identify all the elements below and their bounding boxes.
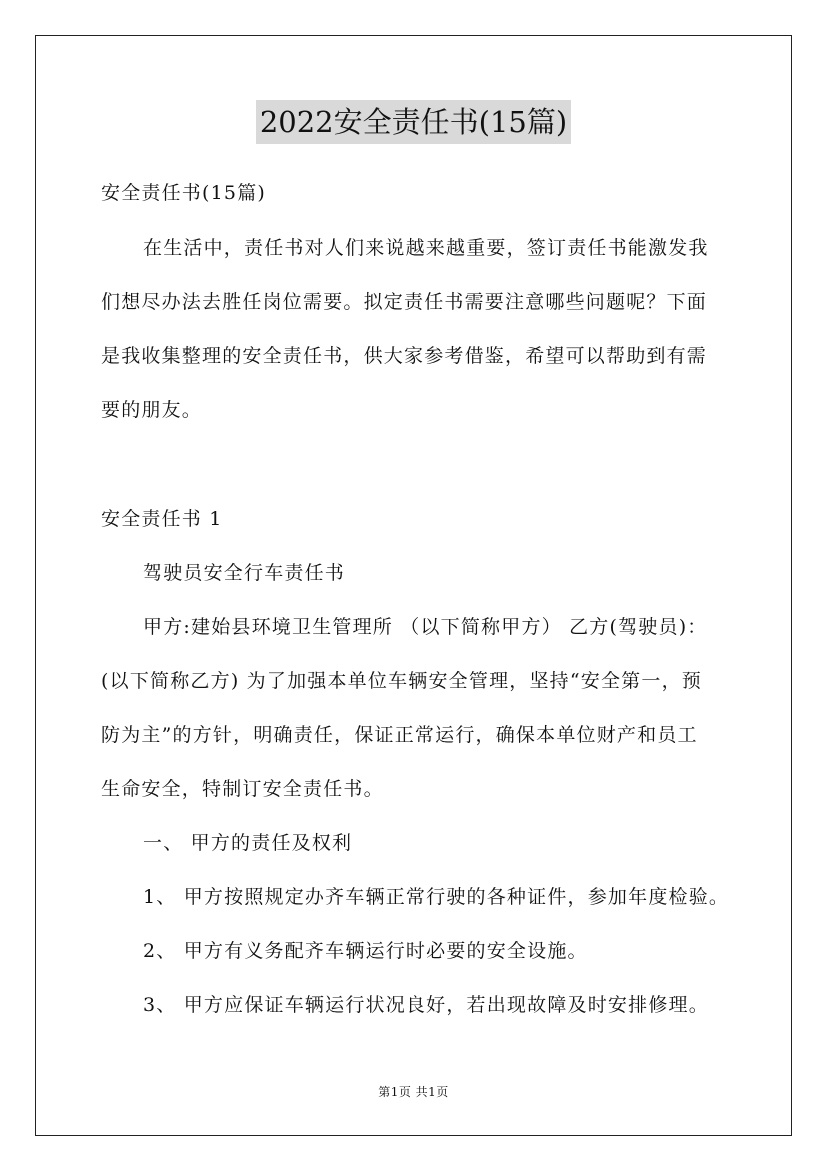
section-title: 驾驶员安全行车责任书 [143,562,346,584]
body-line: 甲方:建始县环境卫生管理所 （以下简称甲方） 乙方(驾驶员)： [143,616,708,638]
body-line: 生命安全，特制订安全责任书。 [101,778,384,800]
intro-line: 们想尽办法去胜任岗位需要。拟定责任书需要注意哪些问题呢？下面 [101,291,708,313]
clause-item: 2、 甲方有义务配齐车辆运行时必要的安全设施。 [143,940,588,962]
page-footer: 第1页 共1页 [378,1085,449,1099]
body-line: 防为主”的方针，明确责任，保证正常运行，确保本单位财产和员工 [101,724,698,746]
clause-heading: 一、 甲方的责任及权利 [143,832,353,854]
clause-item: 1、 甲方按照规定办齐车辆正常行驶的各种证件，参加年度检验。 [143,886,730,908]
intro-line: 要的朋友。 [101,399,203,421]
title-container [0,100,827,144]
document-subtitle: 安全责任书(15篇) [101,182,267,204]
clause-item: 3、 甲方应保证车辆运行状况良好，若出现故障及时安排修理。 [143,994,709,1016]
section-heading: 安全责任书 1 [101,508,223,530]
body-line: (以下简称乙方) 为了加强本单位车辆安全管理，坚持“安全第一，预 [101,670,702,692]
document-title: 2022安全责任书(15篇) [256,100,571,144]
intro-line: 在生活中，责任书对人们来说越来越重要，签订责任书能激发我 [143,237,709,259]
intro-line: 是我收集整理的安全责任书，供大家参考借鉴，希望可以帮助到有需 [101,345,708,367]
